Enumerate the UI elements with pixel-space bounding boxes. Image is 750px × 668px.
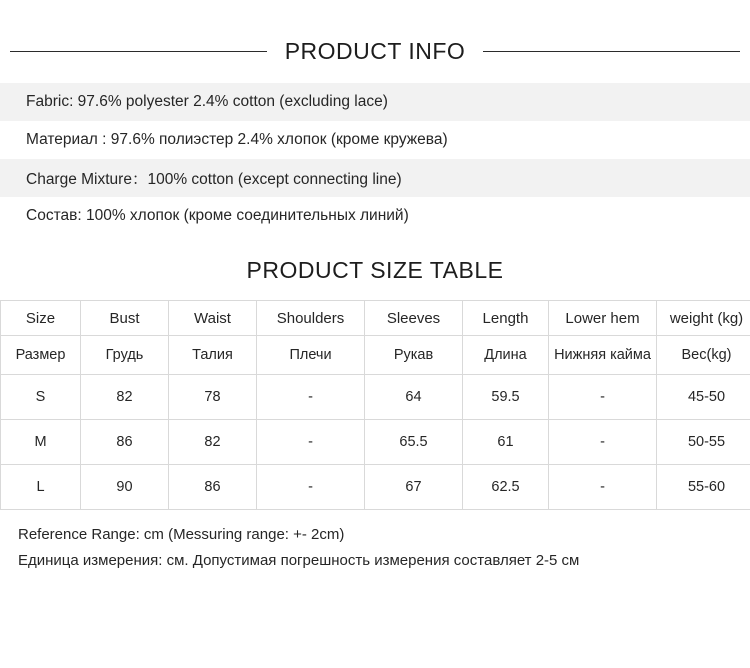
cell-lower-hem: -: [549, 465, 657, 510]
cell-bust: 90: [81, 465, 169, 510]
column-header: Length: [463, 301, 549, 336]
cell-sleeves: 64: [365, 375, 463, 420]
note-ru: Единица измерения: см. Допустимая погрешность измерения составляет 2-5 см: [18, 548, 750, 574]
cell-length: 59.5: [463, 375, 549, 420]
column-header: Bust: [81, 301, 169, 336]
column-header-ru-text: Нижняя кайма: [551, 347, 654, 363]
measurement-notes: [0, 522, 750, 575]
product-info-header: [0, 38, 750, 65]
column-header: Waist: [169, 301, 257, 336]
column-header-ru: Рукав: [365, 336, 463, 375]
title-rule-right: [483, 51, 740, 52]
note-en: Reference Range: cm (Messuring range: +- 2cm): [18, 522, 750, 548]
column-header: Lower hem: [549, 301, 657, 336]
cell-waist: 82: [169, 420, 257, 465]
column-header: weight (kg): [657, 301, 750, 336]
fabric-info-text: Fabric: 97.6% polyester 2.4% cotton (excluding lace): [26, 93, 388, 111]
title-rule-left: [10, 51, 267, 52]
cell-lower-hem: -: [549, 420, 657, 465]
cell-waist: 78: [169, 375, 257, 420]
cell-shoulders: -: [257, 420, 365, 465]
column-header: Size: [1, 301, 81, 336]
column-header-ru: Вес(kg): [657, 336, 750, 375]
table-row: [1, 375, 750, 420]
cell-bust: 86: [81, 420, 169, 465]
cell-size: L: [1, 465, 81, 510]
cell-size: M: [1, 420, 81, 465]
product-info-page: [0, 38, 750, 668]
column-header: Shoulders: [257, 301, 365, 336]
list-item: [0, 159, 750, 197]
cell-shoulders: -: [257, 465, 365, 510]
list-item: [0, 197, 750, 235]
table-header-row-en: [1, 301, 750, 336]
fabric-info-text: Материал : 97.6% полиэстер 2.4% хлопок (кроме кружева): [26, 131, 448, 149]
cell-bust: 82: [81, 375, 169, 420]
column-header-ru: Талия: [169, 336, 257, 375]
fabric-info-text: Charge Mixture：100% cotton (except connecting line): [26, 167, 402, 189]
cell-size: S: [1, 375, 81, 420]
cell-length: 61: [463, 420, 549, 465]
table-row: [1, 465, 750, 510]
cell-sleeves: 65.5: [365, 420, 463, 465]
column-header: Sleeves: [365, 301, 463, 336]
column-header-ru: Длина: [463, 336, 549, 375]
table-row: [1, 420, 750, 465]
size-table-title: PRODUCT SIZE TABLE: [0, 257, 750, 284]
table-header-row-ru: [1, 336, 750, 375]
list-item: [0, 83, 750, 121]
column-header-ru: Грудь: [81, 336, 169, 375]
fabric-info-text: Состав: 100% хлопок (кроме соединительных линий): [26, 207, 409, 225]
cell-waist: 86: [169, 465, 257, 510]
column-header-ru: Плечи: [257, 336, 365, 375]
fabric-info-list: [0, 83, 750, 235]
cell-shoulders: -: [257, 375, 365, 420]
cell-sleeves: 67: [365, 465, 463, 510]
cell-length: 62.5: [463, 465, 549, 510]
column-header-ru: [549, 336, 657, 375]
list-item: [0, 121, 750, 159]
column-header-ru: Размер: [1, 336, 81, 375]
cell-lower-hem: -: [549, 375, 657, 420]
cell-weight: 55-60: [657, 465, 750, 510]
size-table: [0, 300, 750, 510]
cell-weight: 45-50: [657, 375, 750, 420]
page-title: PRODUCT INFO: [267, 38, 484, 65]
cell-weight: 50-55: [657, 420, 750, 465]
